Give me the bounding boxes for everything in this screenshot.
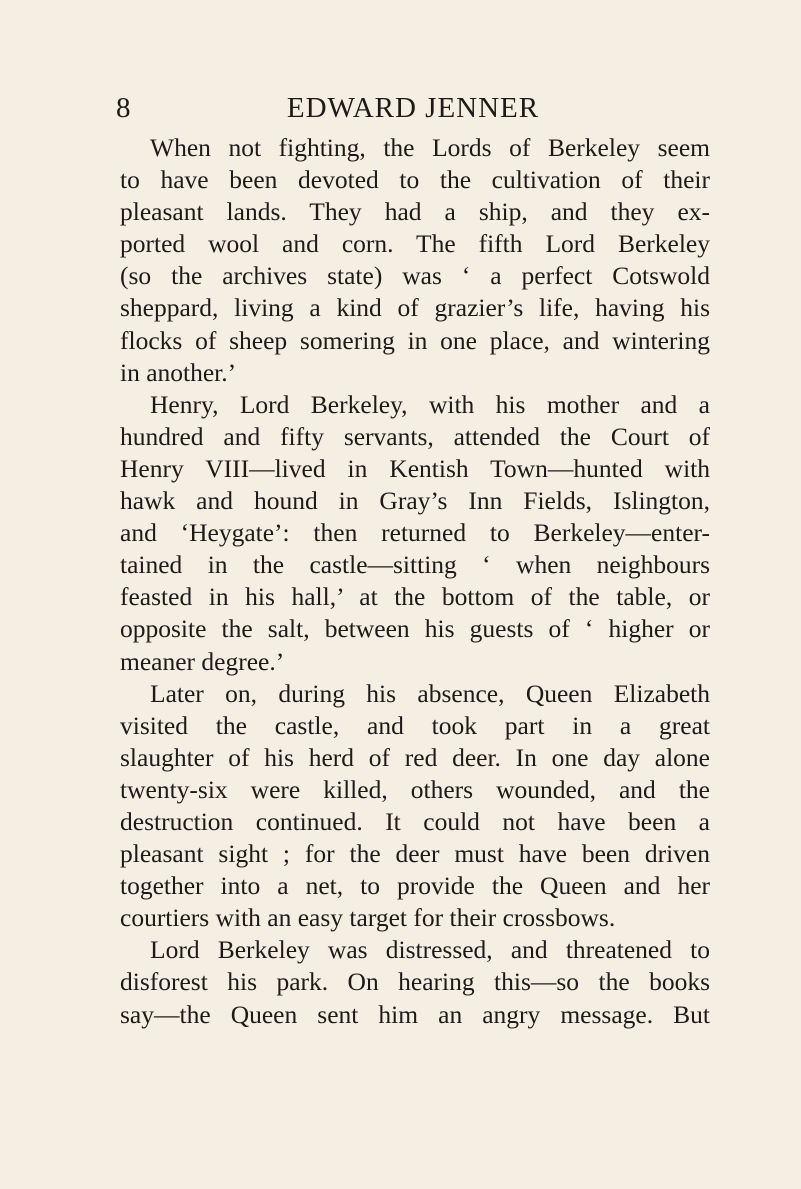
text-line: destruction continued. It could not have been a	[120, 806, 710, 836]
text-line: feasted in his hall,’ at the bottom of the table, or	[120, 582, 710, 612]
text-line: Later on, during his absence, Queen Elizabeth	[150, 678, 710, 708]
text-line: pleasant sight ; for the deer must have been driven	[120, 839, 710, 869]
text-line: and ‘Heygate’: then returned to Berkeley—enter-	[120, 518, 710, 548]
text-line: pleasant lands. They had a ship, and they ex-	[120, 197, 710, 227]
text-line: in another.’	[120, 357, 237, 387]
text-line: Henry, Lord Berkeley, with his mother and a	[150, 389, 710, 419]
text-line: disforest his park. On hearing this—so the books	[120, 967, 710, 997]
text-line: flocks of sheep somering in one place, and wintering	[120, 325, 710, 355]
running-head: EDWARD JENNER	[286, 92, 540, 124]
paragraph-henry-lord-berkeley	[120, 389, 710, 678]
paragraph-lords-of-berkeley	[120, 132, 710, 389]
text-line: opposite the salt, between his guests of ‘ higher or	[120, 614, 710, 644]
text-line: courtiers with an easy target for their crossbows.	[120, 903, 616, 933]
text-line: Lord Berkeley was distressed, and threatened to	[150, 935, 710, 965]
text-line: say—the Queen sent him an angry message. But	[120, 999, 710, 1029]
text-line: meaner degree.’	[120, 646, 285, 676]
body-text	[120, 132, 710, 1031]
text-line: ported wool and corn. The fifth Lord Berkeley	[120, 229, 710, 259]
text-line: hundred and fifty servants, attended the Court of	[120, 421, 710, 451]
text-line: together into a net, to provide the Queen and her	[120, 871, 710, 901]
text-line: to have been devoted to the cultivation of their	[120, 165, 710, 195]
text-line: slaughter of his herd of red deer. In one day alone	[120, 742, 710, 772]
text-line: (so the archives state) was ‘ a perfect Cotswold	[120, 261, 710, 291]
text-line: twenty-six were killed, others wounded, and the	[120, 774, 710, 804]
paragraph-disforest	[120, 934, 710, 1030]
text-line: visited the castle, and took part in a great	[120, 710, 710, 740]
text-line: hawk and hound in Gray’s Inn Fields, Islington,	[120, 486, 710, 516]
paragraph-queen-elizabeth	[120, 678, 710, 935]
page-number: 8	[116, 92, 131, 124]
page-header	[116, 88, 710, 128]
text-line: tained in the castle—sitting ‘ when neighbours	[120, 550, 710, 580]
text-line: Henry VIII—lived in Kentish Town—hunted with	[120, 453, 710, 483]
text-line: sheppard, living a kind of grazier’s life, having his	[120, 293, 710, 323]
text-line: When not fighting, the Lords of Berkeley seem	[150, 133, 710, 162]
